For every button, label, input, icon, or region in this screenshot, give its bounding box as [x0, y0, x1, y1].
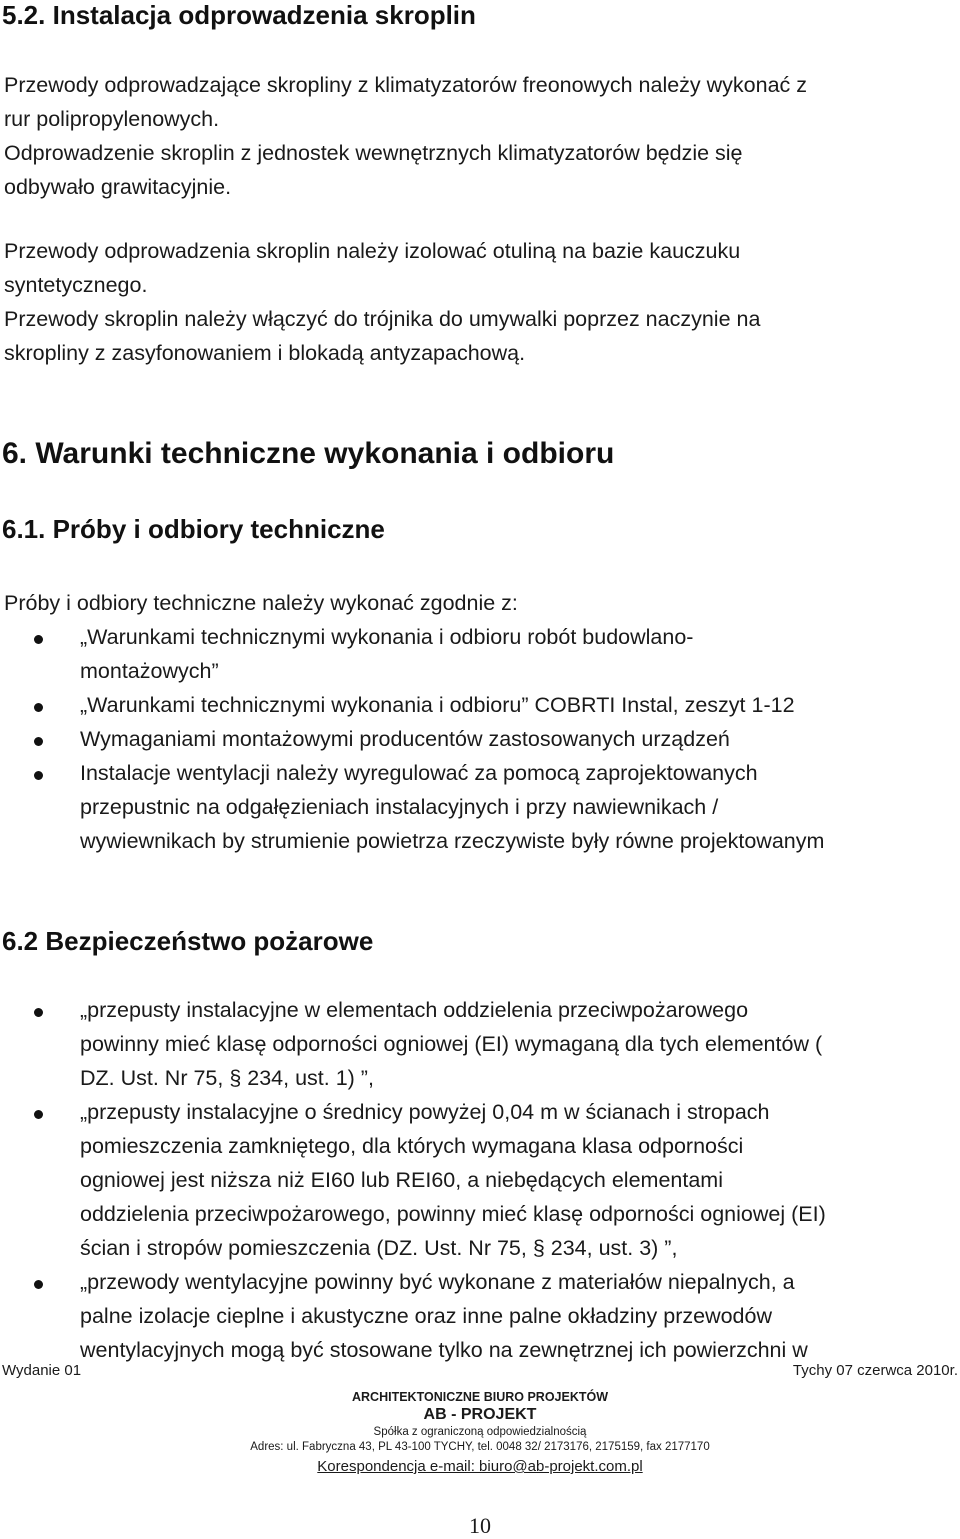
list-item: powinny mieć klasę odporności ogniowej (EI) wymaganą dla tych elementów (	[80, 1032, 823, 1056]
section-6-1-heading: 6.1. Próby i odbiory techniczne	[2, 514, 385, 544]
bullet-icon	[34, 1008, 43, 1017]
list-item: „Warunkami technicznymi wykonania i odbioru robót budowlano-	[80, 625, 694, 649]
list-item: „przepusty instalacyjne o średnicy powyżej 0,04 m w ścianach i stropach	[80, 1100, 770, 1124]
paragraph-line: Przewody odprowadzenia skroplin należy izolować otuliną na bazie kauczuku	[4, 239, 741, 263]
footer-firm-type: Spółka z ograniczoną odpowiedzialnością	[373, 1426, 587, 1438]
bullet-icon	[34, 1110, 43, 1119]
paragraph-line: skropliny z zasyfonowaniem i blokadą antyzapachową.	[4, 341, 526, 365]
bullet-icon	[34, 737, 43, 746]
bullet-icon	[34, 771, 43, 780]
list-item: ścian i stropów pomieszczenia (DZ. Ust. Nr 75, § 234, ust. 3) ”,	[80, 1236, 678, 1260]
list-item: „przewody wentylacyjne powinny być wykonane z materiałów niepalnych, a	[80, 1270, 795, 1294]
paragraph-line: Przewody skroplin należy włączyć do trójnika do umywalki poprzez naczynie na	[4, 307, 761, 331]
paragraph-line: Odprowadzenie skroplin z jednostek wewnętrznych klimatyzatorów będzie się	[4, 141, 743, 165]
list-item: pomieszczenia zamkniętego, dla których wymagana klasa odporności	[80, 1134, 744, 1158]
page-number: 10	[469, 1513, 491, 1538]
list-item: wywiewnikach by strumienie powietrza rzeczywiste były równe projektowanym	[80, 829, 825, 853]
list-item: palne izolacje cieplne i akustyczne oraz inne palne okładziny przewodów	[80, 1304, 772, 1328]
footer-address: Adres: ul. Fabryczna 43, PL 43-100 TYCHY, tel. 0048 32/ 2173176, 2175159, fax 2177170	[250, 1441, 710, 1453]
footer-firm-line: ARCHITEKTONICZNE BIURO PROJEKTÓW	[351, 1390, 609, 1404]
list-item: ogniowej jest niższa niż EI60 lub REI60, a niebędących elementami	[80, 1168, 723, 1192]
bullet-icon	[34, 703, 43, 712]
list-item: przepustnic na odgałęzieniach instalacyjnych i przy nawiewnikach /	[80, 795, 719, 819]
section-6-1-intro: Próby i odbiory techniczne należy wykonać zgodnie z:	[4, 591, 518, 615]
paragraph-line: syntetycznego.	[4, 273, 148, 297]
paragraph-line: rur polipropylenowych.	[4, 107, 220, 131]
bullet-icon	[34, 1280, 43, 1289]
section-5-2-heading: 5.2. Instalacja odprowadzenia skroplin	[2, 0, 476, 30]
list-item: wentylacyjnych mogą być stosowane tylko na zewnętrznej ich powierzchni w	[80, 1338, 808, 1362]
list-item: Wymaganiami montażowymi producentów zastosowanych urządzeń	[80, 727, 730, 751]
footer-email-link[interactable]: Korespondencja e-mail: biuro@ab-projekt.com.pl	[317, 1458, 643, 1475]
section-6-heading: 6. Warunki techniczne wykonania i odbioru	[2, 437, 615, 470]
section-6-2-heading: 6.2 Bezpieczeństwo pożarowe	[2, 926, 374, 956]
list-item: „Warunkami technicznymi wykonania i odbioru” COBRTI Instal, zeszyt 1-12	[80, 693, 795, 717]
footer-firm-name: AB - PROJEKT	[423, 1406, 537, 1423]
list-item: „przepusty instalacyjne w elementach oddzielenia przeciwpożarowego	[80, 998, 749, 1022]
list-item: oddzielenia przeciwpożarowego, powinny mieć klasę odporności ogniowej (EI)	[80, 1202, 826, 1226]
bullet-icon	[34, 635, 43, 644]
list-item: montażowych”	[80, 659, 219, 683]
paragraph-line: odbywało grawitacyjnie.	[4, 175, 232, 199]
list-item: Instalacje wentylacji należy wyregulować za pomocą zaprojektowanych	[80, 761, 758, 785]
paragraph-line: Przewody odprowadzające skropliny z klimatyzatorów freonowych należy wykonać z	[4, 73, 808, 97]
footer-date: Tychy 07 czerwca 2010r.	[792, 1362, 958, 1379]
footer-edition: Wydanie 01	[2, 1362, 82, 1379]
list-item: DZ. Ust. Nr 75, § 234, ust. 1) ”,	[80, 1066, 374, 1090]
